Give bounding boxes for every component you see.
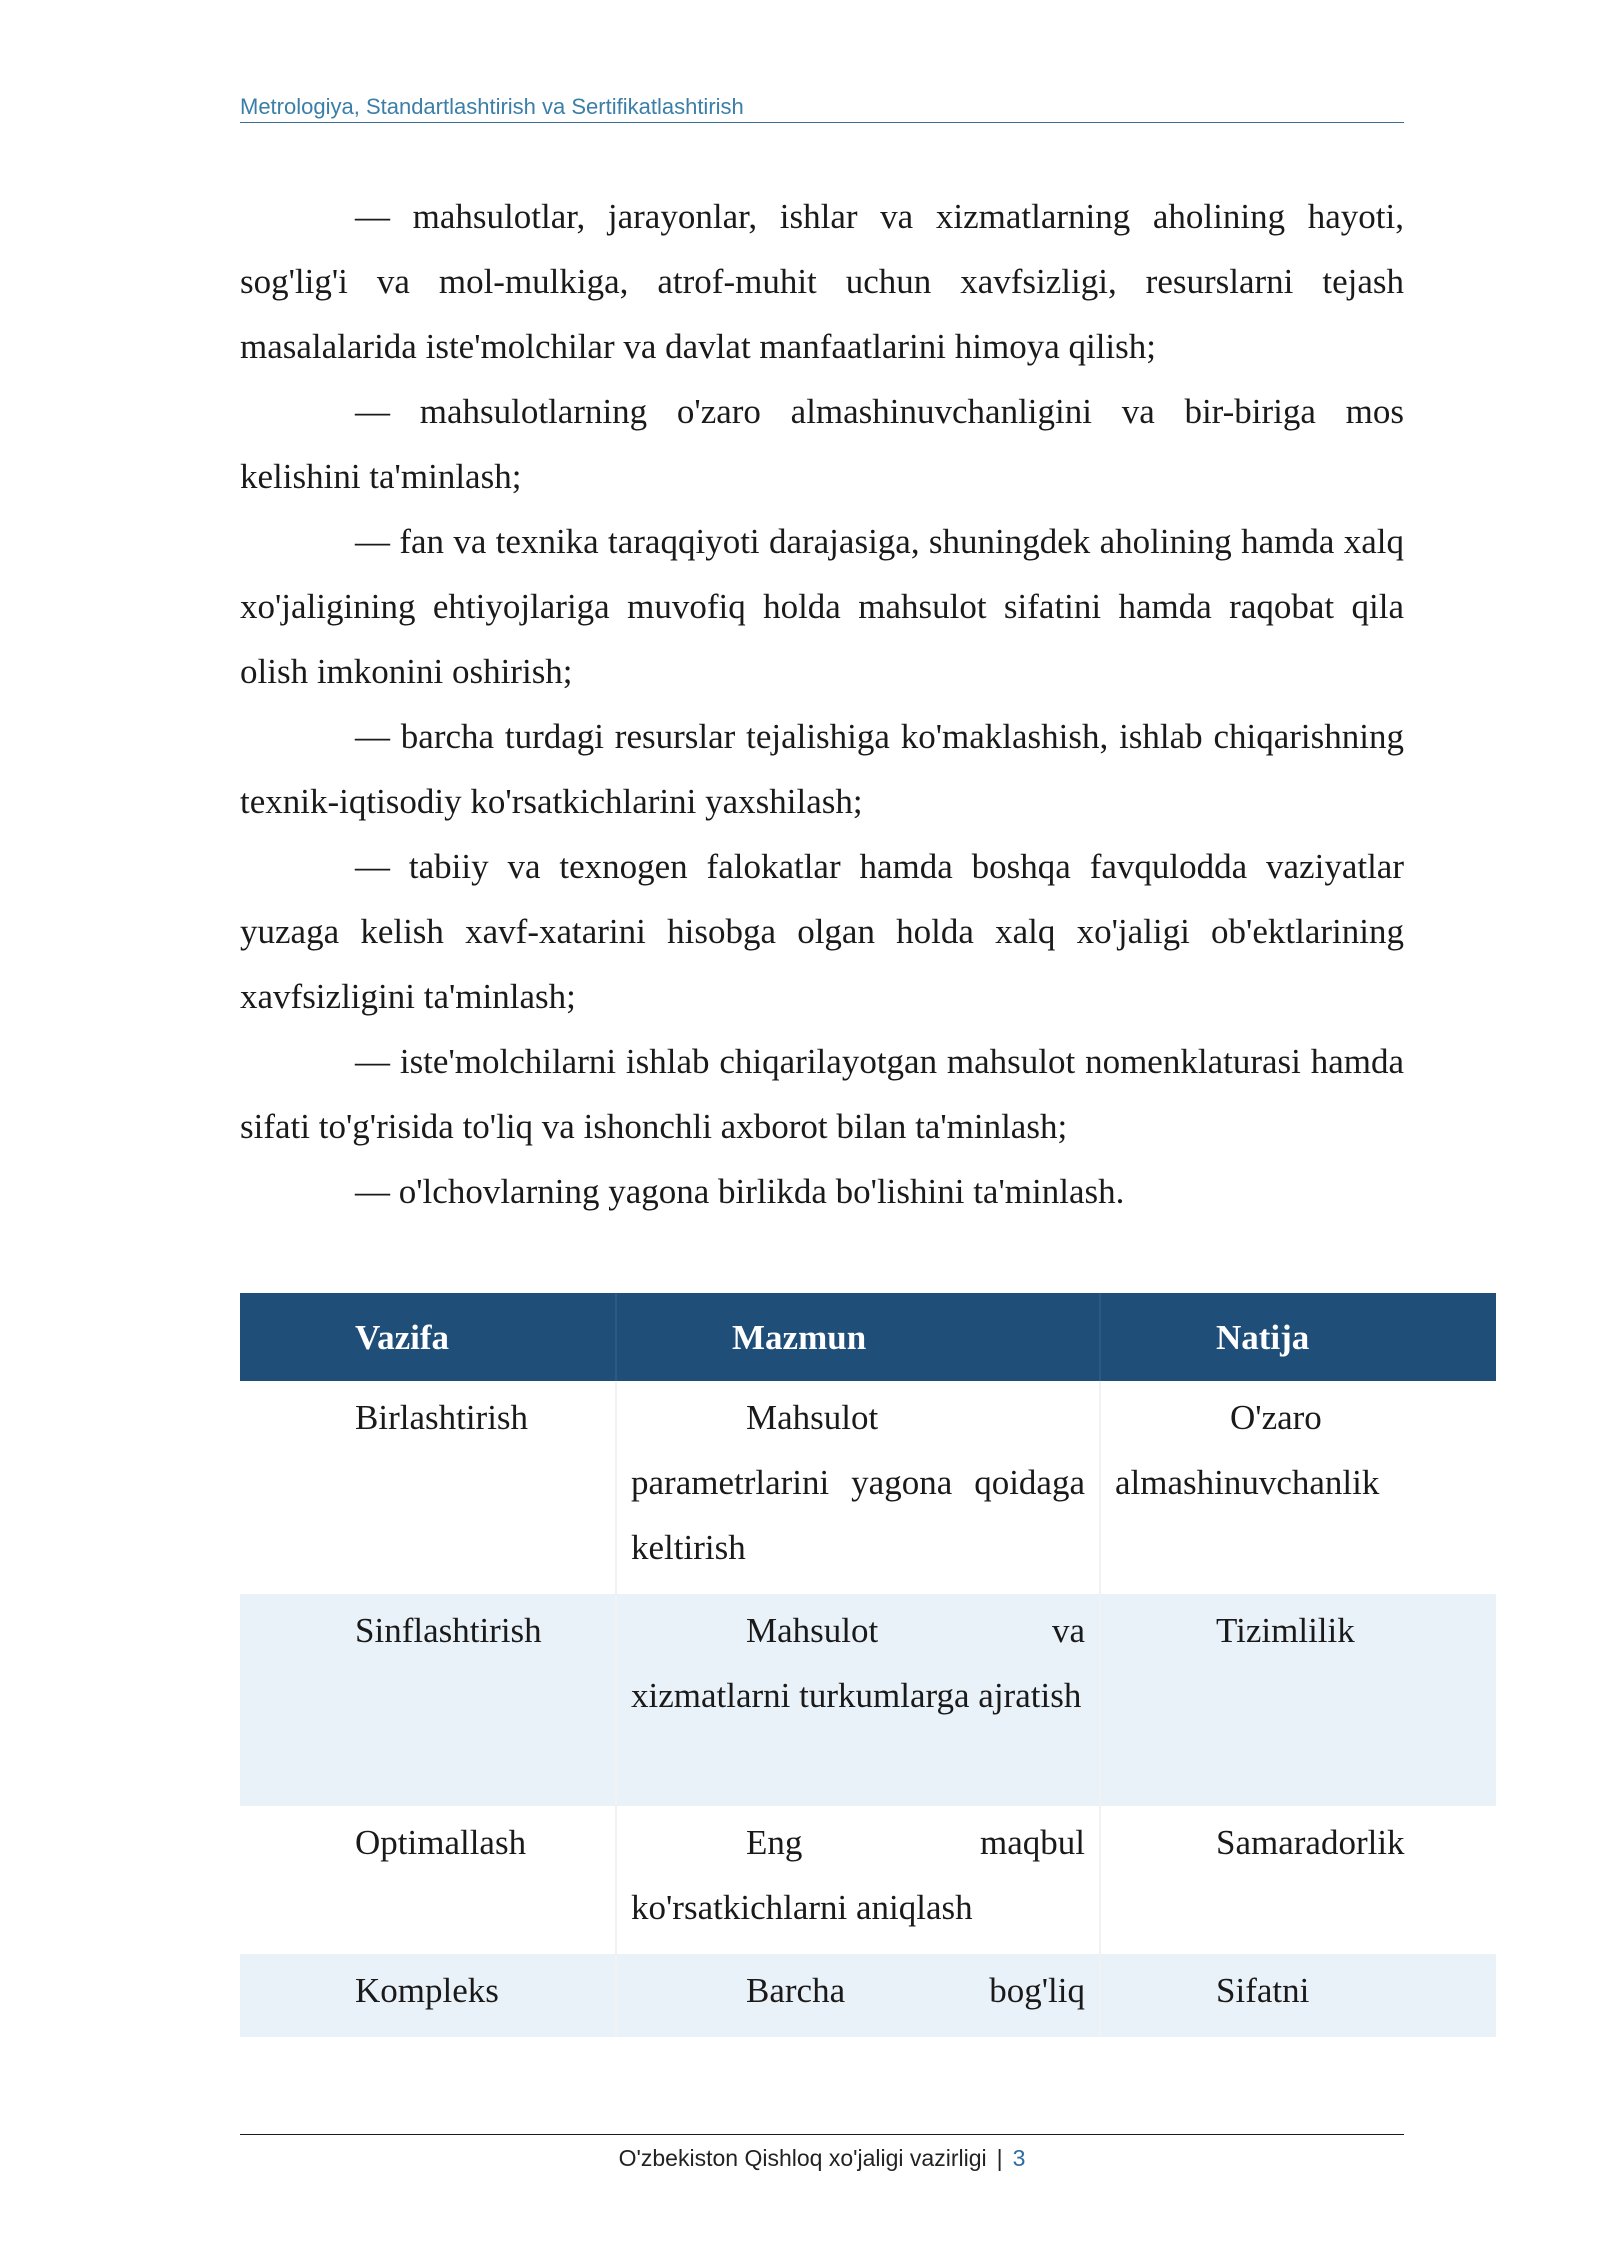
cell-mazmun [616, 1594, 1100, 1806]
table-row [240, 1806, 1496, 1954]
cell-mazmun-rest-text: parametrlarini yagona qoidaga keltirish [631, 1463, 1085, 1567]
paragraph: — fan va texnika taraqqiyoti darajasiga, shuningdek aholining hamda xalq xo'jaligining ehtiyojlariga muvofiq holda mahsulot sifatini hamda raqobat qila olish imkonini oshirish; [240, 522, 1404, 691]
cell-mazmun-first: Mahsulot va [746, 1611, 1085, 1650]
page-number: 3 [1012, 2145, 1026, 2171]
table-row [240, 1381, 1496, 1594]
cell-natija: Tizimlilik [1100, 1594, 1496, 1806]
page-header [240, 94, 1404, 123]
paragraph: — o'lchovlarning yagona birlikda bo'lishini ta'minlash. [355, 1172, 1125, 1211]
cell-mazmun-first: Eng maqbul [746, 1823, 1085, 1862]
footer-ministry: O'zbekiston Qishloq xo'jaligi vazirligi [618, 2145, 987, 2171]
paragraph: — tabiiy va texnogen falokatlar hamda boshqa favqulodda vaziyatlar yuzaga kelish xavf-xatarini hisobga olgan holda xalq xo'jaligi ob'ektlarining xavfsizligini ta'minlash; [240, 847, 1404, 1016]
paragraph: — barcha turdagi resurslar tejalishiga ko'maklashish, ishlab chiqarishning texnik-iqtisodiy ko'rsatkichlarini yaxshilash; [240, 717, 1404, 821]
column-header-vazifa: Vazifa [240, 1293, 616, 1381]
cell-mazmun-rest: xizmatlarni turkumlarga ajratish [631, 1676, 1082, 1715]
cell-mazmun [616, 1381, 1100, 1594]
cell-natija-text: O'zaro almashinuvchanlik [1115, 1398, 1380, 1502]
table-header-row [240, 1293, 1496, 1381]
table-row [240, 1954, 1496, 2037]
cell-vazifa: Kompleks [240, 1954, 616, 2037]
tasks-table [240, 1293, 1496, 2037]
cell-natija [1100, 1381, 1496, 1594]
paragraph: — mahsulotlarning o'zaro almashinuvchanligini va bir-biriga mos kelishini ta'minlash; [240, 392, 1404, 496]
footer-separator: | [996, 2145, 1003, 2171]
cell-mazmun-first: Mahsulot [746, 1398, 879, 1437]
column-header-natija: Natija [1100, 1293, 1496, 1381]
table-row [240, 1594, 1496, 1806]
cell-mazmun [616, 1806, 1100, 1954]
cell-mazmun [616, 1954, 1100, 2037]
cell-vazifa: Birlashtirish [240, 1381, 616, 1594]
cell-vazifa: Optimallash [240, 1806, 616, 1954]
cell-natija: Sifatni [1100, 1954, 1496, 2037]
cell-mazmun-rest: ko'rsatkichlarni aniqlash [631, 1888, 973, 1927]
column-header-mazmun: Mazmun [616, 1293, 1100, 1381]
cell-vazifa: Sinflashtirish [240, 1594, 616, 1806]
header-title: Metrologiya, Standartlashtirish va Sertifikatlashtirish [240, 94, 744, 119]
body-text [240, 184, 1404, 1224]
cell-mazmun-rest [631, 1450, 1085, 1580]
paragraph: — iste'molchilarni ishlab chiqarilayotgan mahsulot nomenklaturasi hamda sifati to'g'risida to'liq va ishonchli axborot bilan ta'minlash; [240, 1042, 1404, 1146]
cell-natija: Samaradorlik [1100, 1806, 1496, 1954]
paragraph: — mahsulotlar, jarayonlar, ishlar va xizmatlarning aholining hayoti, sog'lig'i va mol-mulkiga, atrof-muhit uchun xavfsizligi, resurslarni tejash masalalarida iste'molchilar va davlat manfaatlarini himoya qilish; [240, 197, 1404, 366]
page-footer [240, 2134, 1404, 2172]
cell-mazmun-first: Barcha bog'liq [746, 1971, 1085, 2010]
